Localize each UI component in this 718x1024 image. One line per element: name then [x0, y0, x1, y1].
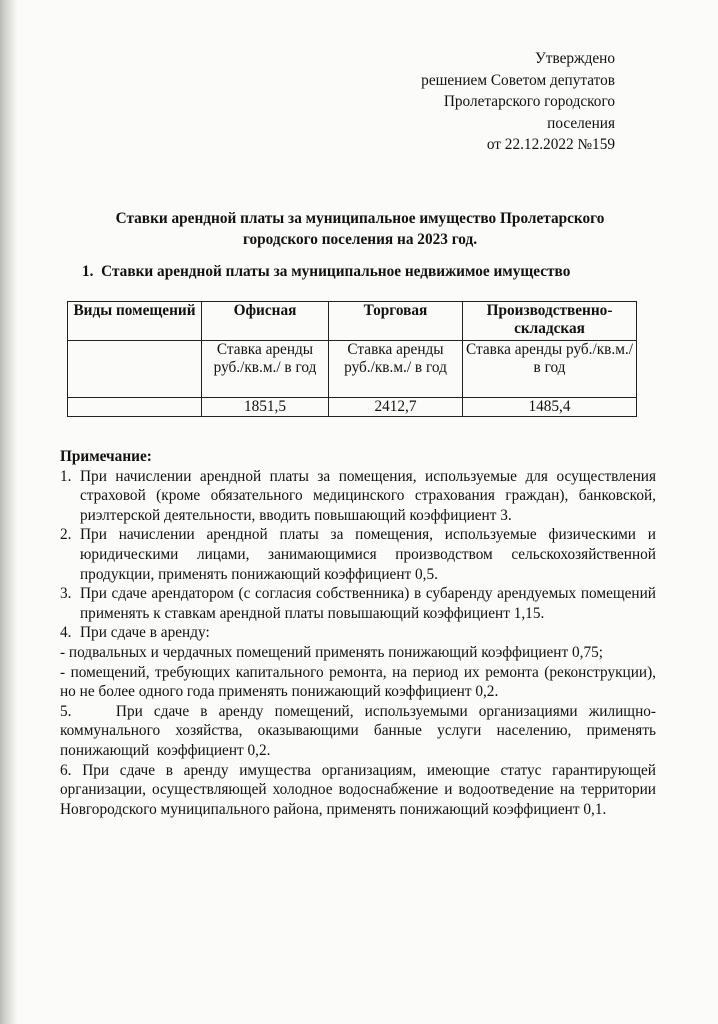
approval-block: [421, 48, 615, 156]
note-item: [60, 623, 656, 643]
title-line: Ставки арендной платы за муниципальное имущество Пролетарского: [115, 210, 605, 227]
approval-line: решением Советом депутатов: [421, 71, 615, 89]
section-title: [82, 263, 570, 282]
note-subitem: - подвальных и чердачных помещений применять понижающий коэффициент 0,75;: [60, 643, 604, 661]
table-cell: Ставка аренды руб./кв.м./ в год: [202, 341, 329, 398]
approval-line: поселения: [547, 114, 615, 132]
approval-line: Утверждено: [534, 50, 615, 67]
document-title: [60, 208, 660, 250]
note-item: [60, 467, 656, 526]
table-cell: [68, 341, 202, 398]
table-cell: Ставка аренды руб./кв.м./ в год: [329, 341, 463, 398]
table-header-cell: Офисная: [202, 302, 329, 341]
note-number: 4.: [60, 624, 72, 642]
table-cell: 1485,4: [463, 398, 637, 417]
table-cell: [68, 398, 202, 417]
note-number: 1.: [60, 467, 72, 485]
note-text: При начислении арендной платы за помещения, используемые физическими и юридическими лицами, занимающимися производством сельскохозяйственной продукции, применять понижающий коэффициент 0,5.: [80, 526, 656, 583]
note-subitem: - помещений, требующих капитального ремонта, на период их ремонта (реконструкции), но не более одного года применять понижающий коэффициент 0,2.: [60, 663, 656, 701]
note-text: При сдаче арендатором (с согласия собственника) в субаренду арендуемых помещений применять к ставкам арендной платы повышающий коэффициент 1,15.: [80, 585, 656, 622]
note-text: При начислении арендной платы за помещения, используемые для осуществления страховой (кроме обязательного медицинского страхования граждан), банковской, риэлтерской деятельности, вводить повышающий коэффициент 3.: [80, 467, 656, 524]
title-line: городского поселения на 2023 год.: [242, 231, 478, 248]
table-header-cell: Производственно-складская: [463, 302, 637, 341]
note-item: 5. При сдаче в аренду помещений, используемыми организациями жилищно-коммунального хозяйства, оказывающими банные услуги населению, применять понижающий коэффициент 0,2.: [60, 702, 660, 759]
table-header-row: [68, 302, 637, 341]
notes-heading: Примечание:: [60, 448, 152, 465]
note-item: [60, 584, 656, 623]
rates-table: [67, 301, 637, 417]
note-number: 3.: [60, 585, 72, 603]
table-row: [68, 398, 637, 417]
section-title-text: Ставки арендной платы за муниципальное недвижимое имущество: [101, 263, 571, 280]
table-cell: 2412,7: [329, 398, 463, 417]
approval-date: от 22.12.2022 №159: [486, 136, 615, 153]
table-header-cell: Виды помещений: [68, 302, 202, 341]
note-number: 2.: [60, 526, 72, 544]
approval-line: Пролетарского городского: [443, 93, 615, 110]
note-item: [60, 525, 656, 584]
table-cell: 1851,5: [202, 398, 329, 417]
scan-edge: [0, 0, 18, 1024]
table-row: [68, 341, 637, 398]
note-item: 6. При сдаче в аренду имущества организациям, имеющие статус гарантирующей организации, осуществляющей холодное водоснабжение и водоотведение на территории Новгородского муниципального района, применять понижающий коэффициент 0,1.: [60, 761, 656, 818]
notes-section: [60, 447, 660, 819]
table-header-cell: Торговая: [329, 302, 463, 341]
section-number: 1.: [82, 263, 94, 280]
table-cell: Ставка аренды руб./кв.м./ в год: [463, 341, 637, 398]
note-text: При сдаче в аренду:: [80, 624, 210, 642]
